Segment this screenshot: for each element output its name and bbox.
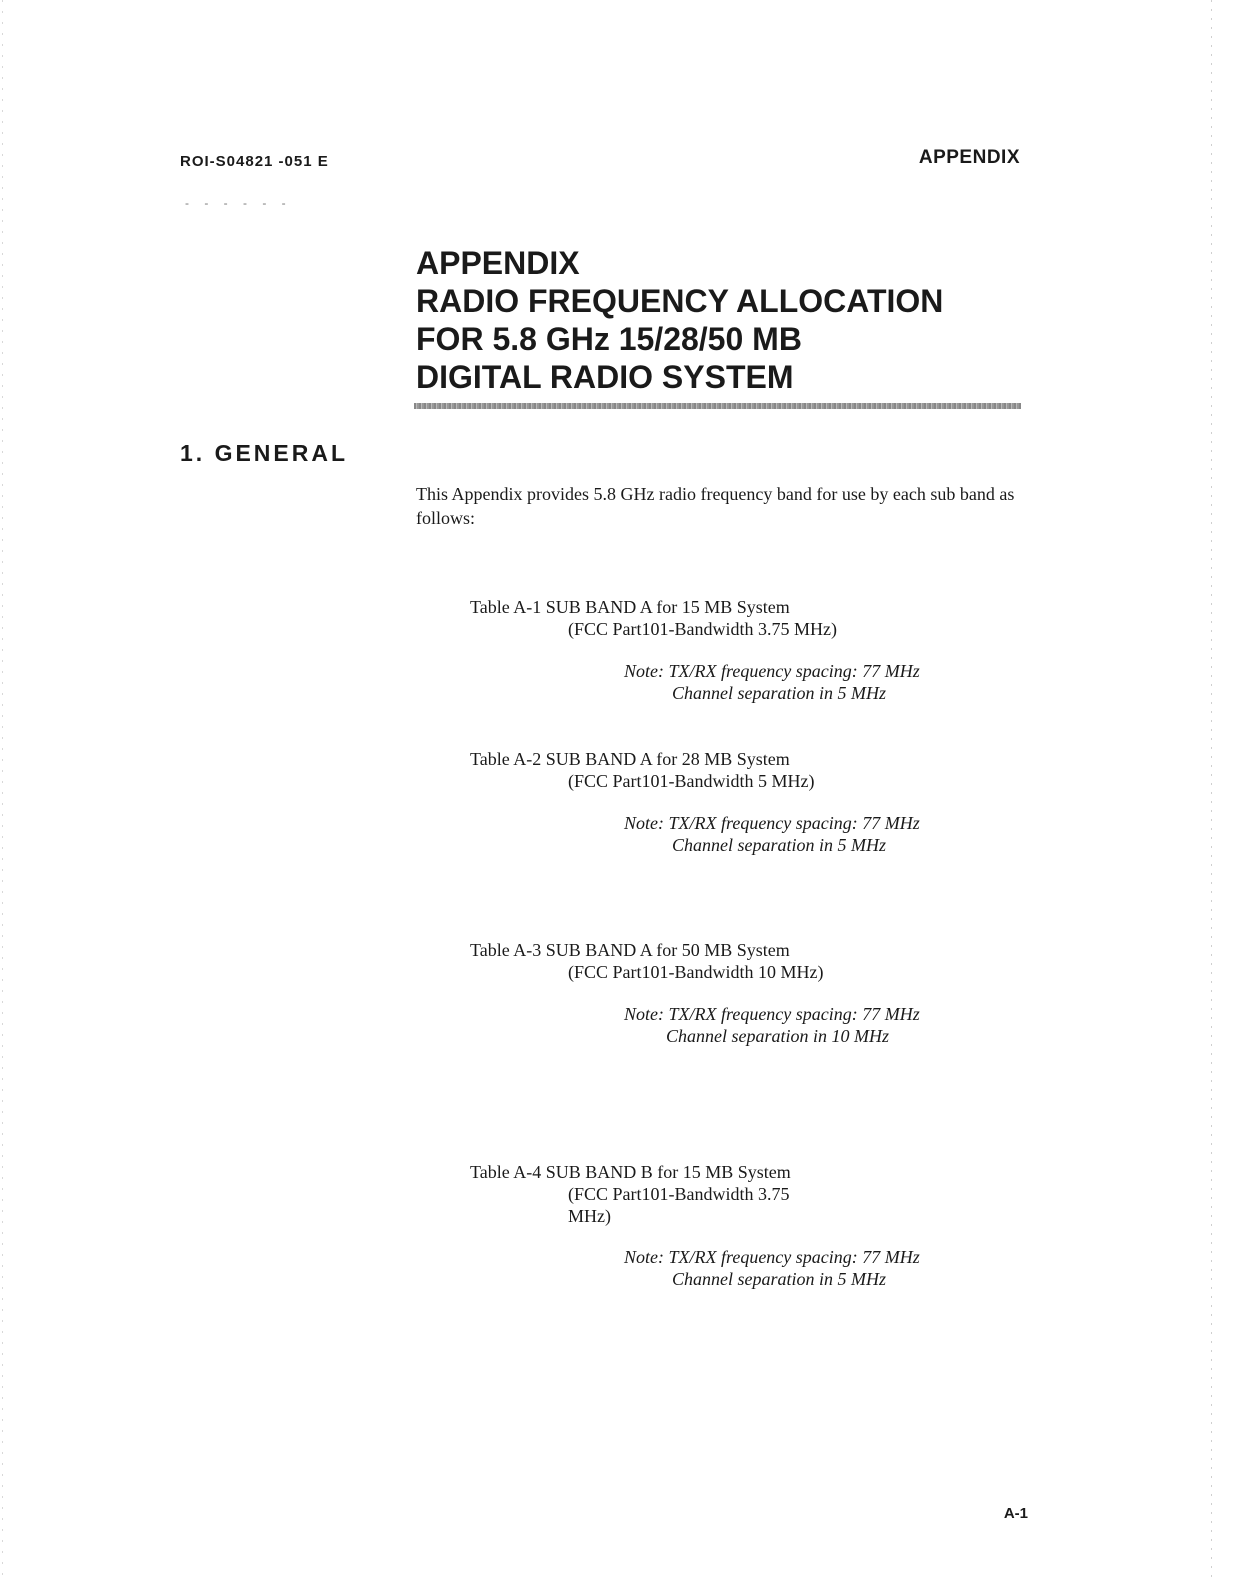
table-caption-title: Table A-3 SUB BAND A for 50 MB System (470, 940, 790, 960)
section-heading: 1. GENERAL (180, 440, 349, 466)
table-note (624, 660, 920, 704)
note-line: Note: TX/RX frequency spacing: 77 MHz (624, 813, 920, 833)
table-caption (470, 596, 837, 640)
note-line: Channel separation in 5 MHz (672, 835, 886, 855)
scan-edge-right (1211, 0, 1212, 1582)
table-caption (470, 1161, 828, 1227)
table-caption (470, 939, 824, 983)
table-caption-subtitle: (FCC Part101-Bandwidth 5 MHz) (568, 771, 815, 791)
table-note (624, 812, 920, 856)
note-line: Note: TX/RX frequency spacing: 77 MHz (624, 1247, 920, 1267)
note-line: Note: TX/RX frequency spacing: 77 MHz (624, 661, 920, 681)
scan-marks: - - - - - - (185, 196, 292, 210)
title-rule (414, 403, 1021, 409)
table-caption-title: Table A-1 SUB BAND A for 15 MB System (470, 597, 790, 617)
title-line: RADIO FREQUENCY ALLOCATION (416, 283, 944, 319)
table-note (624, 1246, 920, 1290)
note-line: Channel separation in 5 MHz (672, 683, 886, 703)
table-caption-title: Table A-2 SUB BAND A for 28 MB System (470, 749, 790, 769)
running-header: APPENDIX (918, 147, 1020, 168)
table-caption-title: Table A-4 SUB BAND B for 15 MB System (470, 1162, 791, 1182)
title-line: APPENDIX (416, 245, 580, 281)
intro-paragraph: This Appendix provides 5.8 GHz radio frequency band for use by each sub band as follows: (416, 484, 1015, 528)
title-line: FOR 5.8 GHz 15/28/50 MB (416, 321, 802, 357)
page-number: A-1 (1003, 1505, 1028, 1522)
table-caption-subtitle: (FCC Part101-Bandwidth 10 MHz) (568, 962, 824, 982)
note-line: Note: TX/RX frequency spacing: 77 MHz (624, 1004, 920, 1024)
note-line: Channel separation in 5 MHz (672, 1269, 886, 1289)
table-caption-subtitle: (FCC Part101-Bandwidth 3.75 MHz) (568, 619, 837, 639)
title-line: DIGITAL RADIO SYSTEM (416, 359, 794, 395)
appendix-title (416, 244, 943, 396)
table-caption-subtitle: (FCC Part101-Bandwidth 3.75 MHz) (568, 1184, 790, 1226)
scan-edge-left (2, 0, 3, 1582)
document-number: ROI-S04821 -051 E (180, 153, 329, 170)
note-line: Channel separation in 10 MHz (666, 1026, 889, 1046)
table-caption (470, 748, 815, 792)
table-note (624, 1003, 920, 1047)
